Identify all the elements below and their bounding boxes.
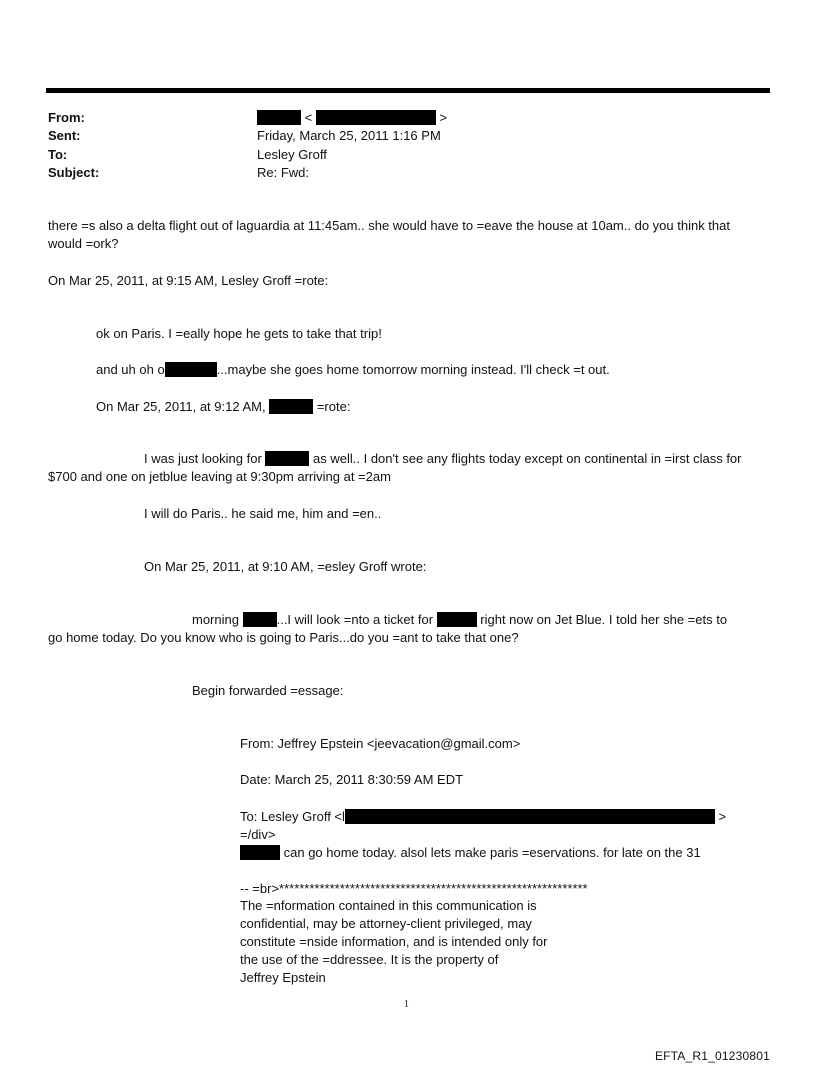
- quote-text: ...I will look =nto a ticket for: [276, 612, 434, 627]
- subject-value: Re: Fwd:: [257, 165, 310, 180]
- forward-message-text: can go home today. alsol lets make paris =eservations. for late on the 31: [283, 845, 701, 860]
- from-close-bracket: >: [439, 110, 448, 125]
- sent-label: Sent:: [48, 128, 81, 143]
- quote-line: ok on Paris. I =eally hope he gets to take that trip!: [96, 326, 382, 341]
- sent-value: Friday, March 25, 2011 1:16 PM: [257, 128, 441, 143]
- redaction-box: [265, 451, 309, 466]
- redaction-box: [257, 110, 301, 125]
- redaction-box: [240, 845, 280, 860]
- body-line: would =ork?: [48, 236, 119, 251]
- quote-header: [96, 398, 350, 415]
- redaction-box: [243, 612, 277, 627]
- quote-line: [192, 611, 727, 628]
- forward-div: =/div>: [240, 827, 276, 842]
- redaction-box: [345, 809, 715, 824]
- forward-to-text: To: Lesley Groff <l: [240, 809, 345, 824]
- quote-text: I was just looking for: [144, 451, 262, 466]
- signature-line: confidential, may be attorney-client privileged, may: [240, 916, 532, 931]
- quote-line: [144, 450, 742, 467]
- quote-text: =rote:: [316, 399, 351, 414]
- forward-date: Date: March 25, 2011 8:30:59 AM EDT: [240, 772, 464, 787]
- header-rule: [46, 88, 770, 93]
- forward-message: [240, 844, 701, 861]
- quote-line: [96, 361, 610, 378]
- quote-text: On Mar 25, 2011, at 9:12 AM,: [96, 399, 266, 414]
- quote-text: morning: [192, 612, 239, 627]
- signature-stars: -- =br>*************************************************************: [240, 881, 588, 896]
- redaction-box: [165, 362, 217, 377]
- signature-line: constitute =nside information, and is intended only for: [240, 934, 548, 949]
- quote-line: I will do Paris.. he said me, him and =en..: [144, 506, 382, 521]
- from-value: [257, 109, 447, 126]
- page-number: 1: [404, 999, 409, 1010]
- quote-header: On Mar 25, 2011, at 9:10 AM, =esley Groff wrote:: [144, 559, 427, 574]
- body-line: there =s also a delta flight out of laguardia at 11:45am.. she would have to =eave the house at 10am.. do you think that: [48, 218, 730, 233]
- to-value: Lesley Groff: [257, 147, 327, 162]
- from-open-bracket: <: [304, 110, 313, 125]
- quote-header: On Mar 25, 2011, at 9:15 AM, Lesley Groff =rote:: [48, 273, 329, 288]
- redaction-box: [316, 110, 436, 125]
- quote-text: and uh oh o: [96, 362, 165, 377]
- signature-line: Jeffrey Epstein: [240, 970, 326, 985]
- quote-line: $700 and one on jetblue leaving at 9:30pm arriving at =2am: [48, 469, 391, 484]
- quote-text: ...maybe she goes home tomorrow morning instead. I'll check =t out.: [216, 362, 610, 377]
- quote-text: right now on Jet Blue. I told her she =ets to: [480, 612, 728, 627]
- subject-label: Subject:: [48, 165, 100, 180]
- signature-line: the use of the =ddressee. It is the property of: [240, 952, 499, 967]
- signature-line: The =nformation contained in this communication is: [240, 898, 537, 913]
- to-label: To:: [48, 147, 68, 162]
- forward-header: Begin forwarded =essage:: [192, 683, 344, 698]
- redaction-box: [269, 399, 313, 414]
- quote-text: as well.. I don't see any flights today except on continental in =irst class for: [313, 451, 742, 466]
- redaction-box: [437, 612, 477, 627]
- quote-line: go home today. Do you know who is going to Paris...do you =ant to take that one?: [48, 630, 519, 645]
- bates-number: EFTA_R1_01230801: [654, 1049, 770, 1063]
- forward-to: [240, 808, 726, 825]
- from-label: From:: [48, 110, 85, 125]
- forward-from: From: Jeffrey Epstein <jeevacation@gmail.com>: [240, 736, 521, 751]
- forward-to-text: >: [718, 809, 727, 824]
